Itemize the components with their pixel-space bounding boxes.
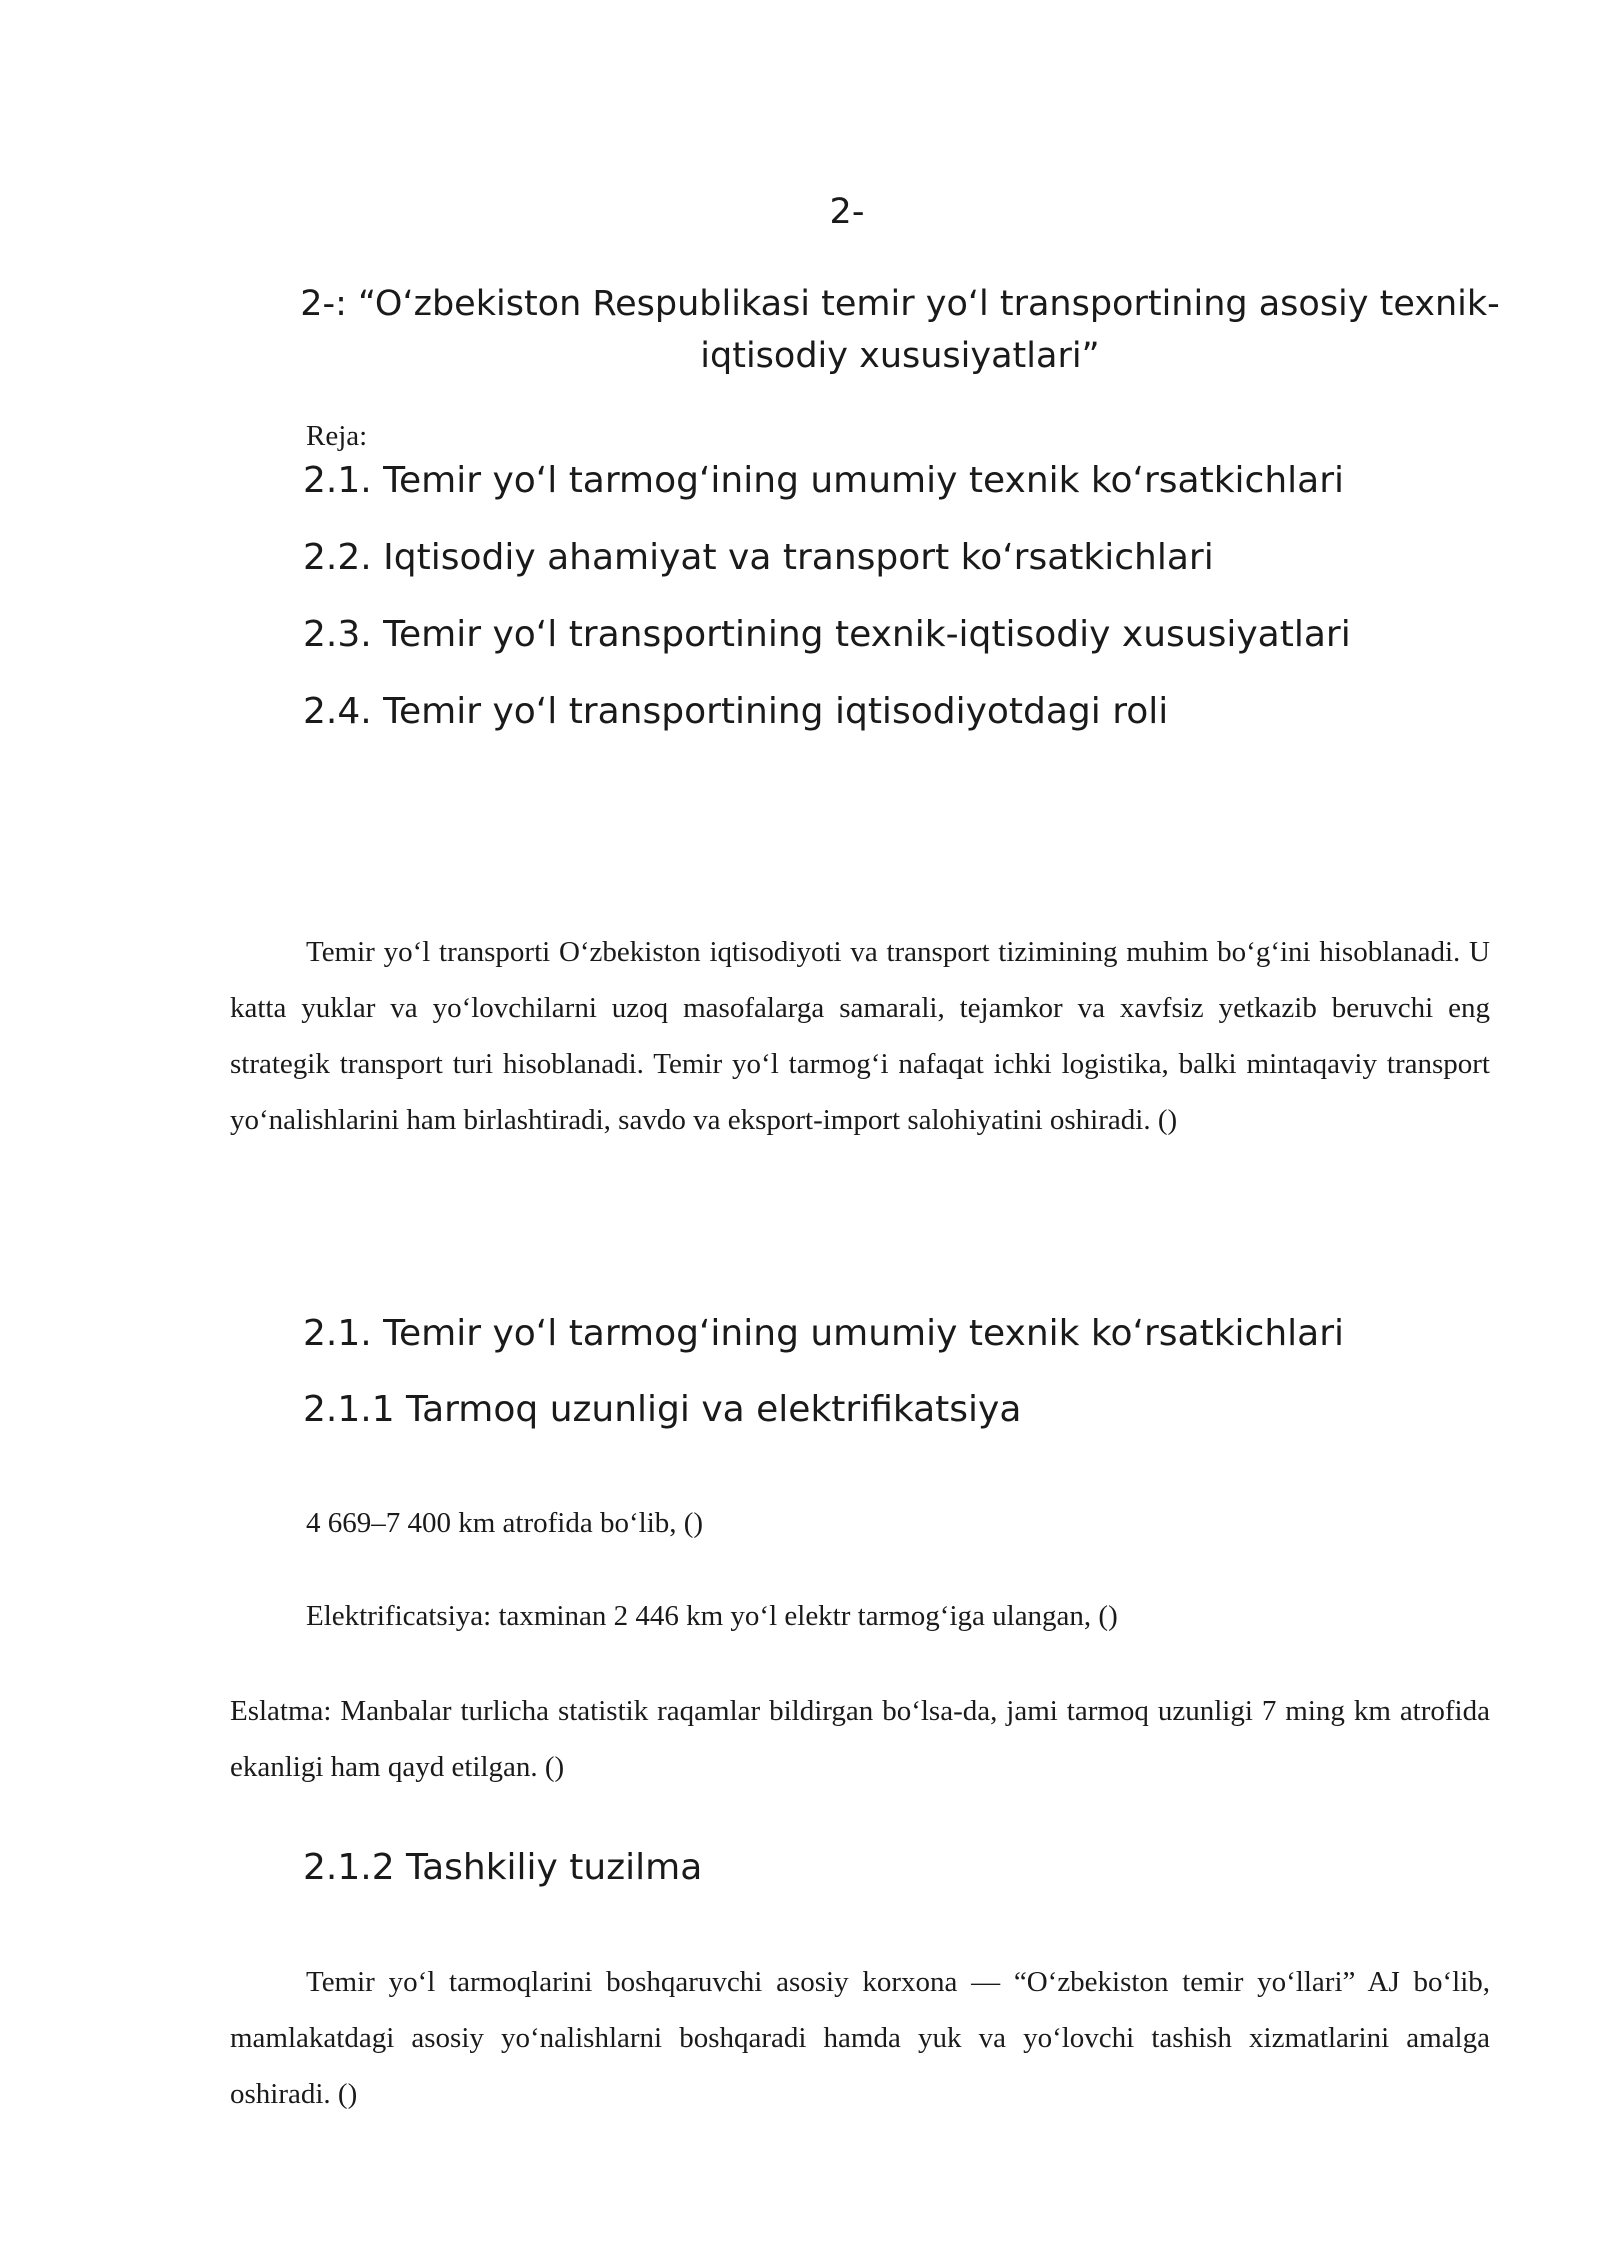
section-2-1-heading: 2.1. Temir yo‘l tarmog‘ining umumiy texnik ko‘rsatkichlari [303,1313,1345,1354]
note-paragraph: Eslatma: Manbalar turlicha statistik raqamlar bildirgan bo‘lsa-da, jami tarmoq uzunligi 7 ming km atrofida ekanligi ham qayd etilgan. () [230,1695,1490,1783]
section-2-1-2-heading: 2.1.2 Tashkiliy tuzilma [303,1847,703,1888]
plan-item: 2.4. Temir yo‘l transportining iqtisodiyotdagi roli [303,691,1169,732]
plan-item: 2.2. Iqtisodiy ahamiyat va transport ko‘rsatkichlari [303,537,1214,578]
network-length-line: 4 669–7 400 km atrofida bo‘lib, () [306,1507,704,1539]
chapter-title: 2-: “O‘zbekiston Respublikasi temir yo‘l transportining asosiy texnik-iqtisodiy xususiyatlari” [300,284,1500,376]
section-2-1-1-heading: 2.1.1 Tarmoq uzunligi va elektrifikatsiya [303,1389,1022,1430]
plan-item: 2.3. Temir yo‘l transportining texnik-iqtisodiy xususiyatlari [303,614,1351,655]
plan-item: 2.1. Temir yo‘l tarmog‘ining umumiy texnik ko‘rsatkichlari [303,460,1345,501]
plan-list [303,452,1351,760]
chapter-number: 2- [829,192,865,232]
plan-label: Reja: [306,420,368,452]
intro-paragraph: Temir yo‘l transporti O‘zbekiston iqtisodiyoti va transport tizimining muhim bo‘g‘ini hisoblanadi. U katta yuklar va yo‘lovchilarni uzoq masofalarga samarali, tejamkor va xavfsiz yetkazib beruvchi eng strategik transport turi hisoblanadi. Temir yo‘l tarmog‘i nafaqat ichki logistika, balki mintaqaviy transport yo‘nalishlarini ham birlashtiradi, savdo va eksport-import salohiyatini oshiradi. () [230,936,1490,1136]
electrification-line: Elektrificatsiya: taxminan 2 446 km yo‘l elektr tarmog‘iga ulangan, () [306,1600,1118,1632]
organization-paragraph: Temir yo‘l tarmoqlarini boshqaruvchi asosiy korxona — “O‘zbekiston temir yo‘llari” AJ bo‘lib, mamlakatdagi asosiy yo‘nalishlarni boshqaradi hamda yuk va yo‘lovchi tashish xizmatlarini amalga oshiradi. () [230,1966,1490,2110]
